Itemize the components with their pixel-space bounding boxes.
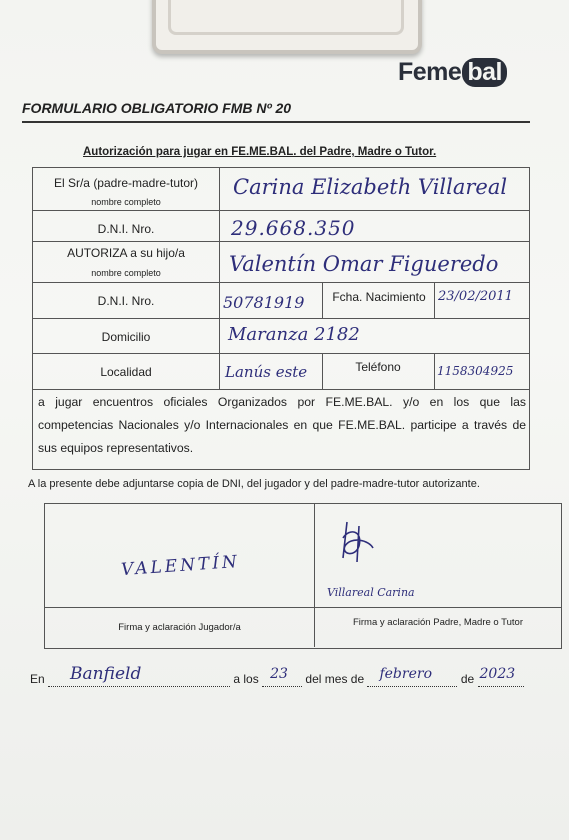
form-title: FORMULARIO OBLIGATORIO FMB Nº 20 (22, 100, 292, 116)
dni2-field[interactable]: 50781919 (223, 293, 305, 312)
row-divider (33, 389, 529, 390)
signature-box (44, 503, 562, 649)
telefono-field[interactable]: 1158304925 (437, 364, 514, 378)
jugador-signature: VALENTÍN (120, 551, 241, 581)
domicilio-field[interactable]: Maranza 2182 (228, 324, 360, 345)
autoriza-sublabel: nombre completo (91, 268, 161, 278)
tutor-label: El Sr/a (padre-madre-tutor) (53, 176, 199, 190)
year-value: 2023 (479, 666, 516, 682)
localidad-label: Localidad (100, 365, 152, 379)
month-field[interactable] (367, 666, 457, 687)
dni-label: D.N.I. Nro. (97, 222, 155, 236)
place-field[interactable] (48, 664, 230, 687)
autoriza-label: AUTORIZA a su hijo/a (67, 246, 185, 260)
month-value: febrero (379, 666, 432, 682)
tutor-signature-label: Firma y aclaración Padre, Madre o Tutor (352, 617, 523, 628)
title-divider (22, 121, 530, 123)
row-divider (33, 282, 529, 283)
de-label: de (460, 672, 475, 686)
dni-field[interactable]: 29.668.350 (231, 216, 356, 240)
tutor-sublabel: nombre completo (91, 197, 161, 207)
logo-suffix: bal (462, 58, 507, 87)
localidad-field[interactable]: Lanús este (225, 363, 308, 381)
hijo-name-field[interactable]: Valentín Omar Figueredo (229, 252, 499, 276)
mes-de-label: del mes de (305, 672, 365, 686)
row-divider (33, 353, 529, 354)
row-divider (33, 210, 529, 211)
fecha-label: Fcha. Nacimiento (332, 290, 426, 304)
row-divider (33, 241, 529, 242)
form-subtitle: Autorización para jugar en FE.ME.BAL. del Padre, Madre o Tutor. (83, 146, 437, 158)
dni2-label: D.N.I. Nro. (97, 294, 155, 308)
attachment-note: A la presente debe adjuntarse copia de DNI, del jugador y del padre-madre-tutor autorizante. (28, 478, 480, 490)
tutor-name-field[interactable]: Carina Elizabeth Villareal (233, 175, 508, 199)
sig-row-divider (45, 607, 561, 608)
col-divider (219, 168, 220, 389)
tutor-signature-mark (329, 518, 389, 570)
col-divider (434, 282, 435, 318)
place-date-line (30, 664, 524, 687)
year-field[interactable] (478, 666, 524, 687)
telefono-label: Teléfono (355, 360, 401, 374)
day-field[interactable] (262, 666, 302, 687)
logo-prefix: Feme (398, 58, 462, 86)
authorization-paragraph: a jugar encuentros oficiales Organizados por FE.ME.BAL. y/o en los que las competencias Nacionales y/o Internacionales en que FE.ME.BAL. participe a través de sus equipos representativos. (38, 395, 526, 455)
place-value: Banfield (70, 664, 142, 684)
a-los-label: a los (233, 672, 259, 686)
jugador-signature-label: Firma y aclaración Jugador/a (118, 622, 241, 633)
col-divider (322, 282, 323, 318)
tutor-signature: Villareal Carina (327, 586, 415, 599)
en-label: En (30, 672, 45, 686)
row-divider (33, 318, 529, 319)
fecha-field[interactable]: 23/02/2011 (438, 289, 513, 304)
day-value: 23 (270, 666, 288, 682)
clipboard-clip-inner (168, 0, 404, 35)
clipboard-clip (152, 0, 422, 54)
col-divider (434, 353, 435, 389)
femebal-logo (398, 58, 507, 87)
domicilio-label: Domicilio (101, 330, 151, 344)
